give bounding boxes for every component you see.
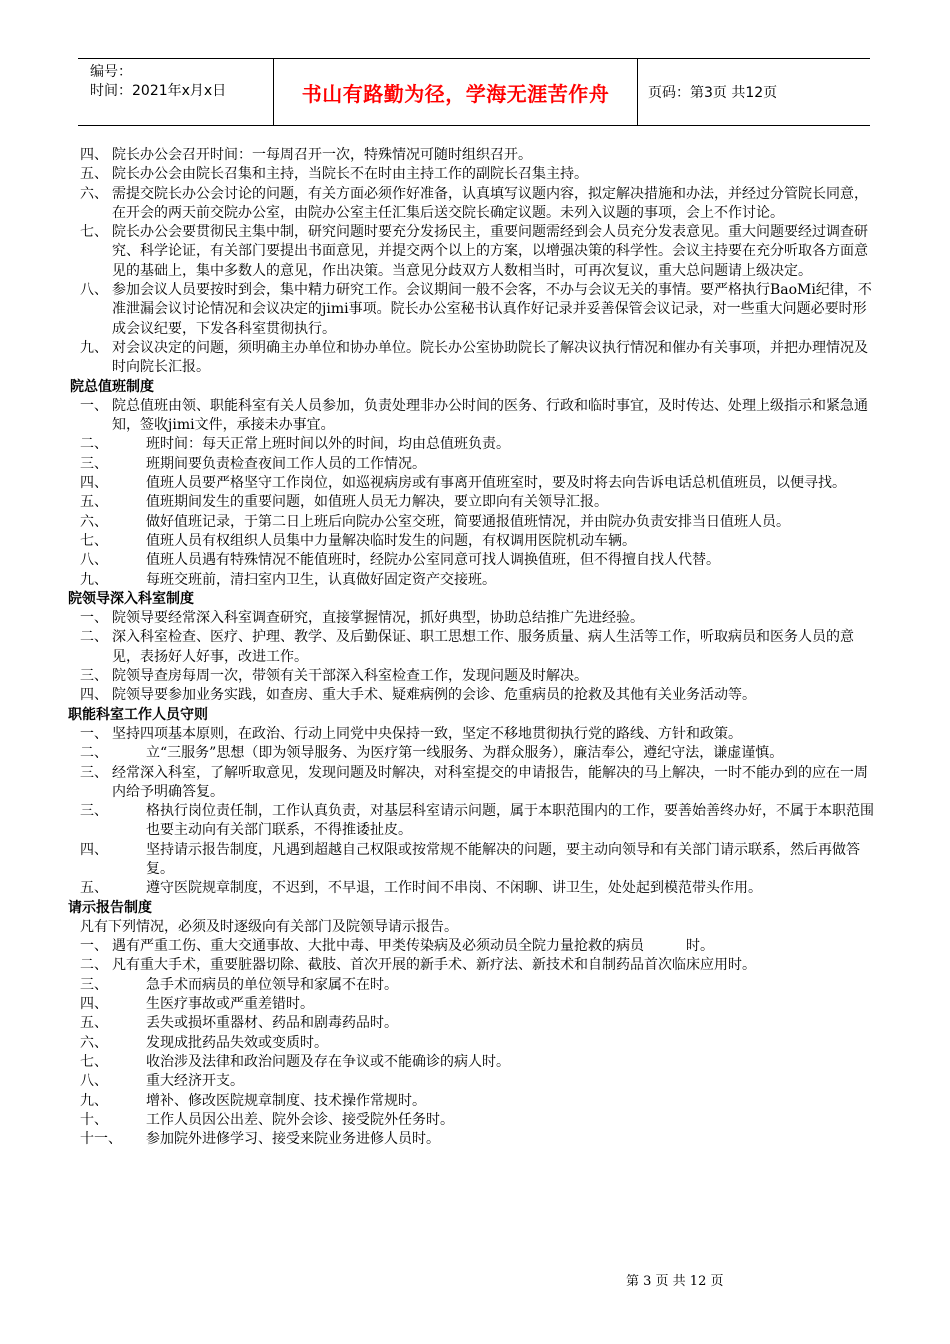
item-number: 六、 <box>80 1034 108 1051</box>
list-item <box>80 802 880 841</box>
item-number: 四、 <box>80 841 108 858</box>
list-item <box>80 339 880 378</box>
item-text: 重大经济开支。 <box>146 1073 244 1090</box>
item-text: 院长办公会要贯彻民主集中制，研究问题时要充分发扬民主，重要问题需经到会人员充分发表意见。重大问题要经过调查研究、科学论证，有关部门要提出书面意见，并提交两个以上的方案，以增强决策的科学性。会议主持要在充分听取各方面意见的基础上，集中多数人的意见，作出决策。当意见分歧双方人数相当时，可再次复议，重大总问题请上级决定。 <box>112 224 868 279</box>
header-page-info <box>638 59 870 125</box>
list-item <box>80 628 880 667</box>
item-number: 四、 <box>80 475 108 492</box>
list-item <box>80 146 880 165</box>
list-item <box>80 1111 880 1130</box>
item-number: 三、 <box>80 668 108 685</box>
page-footer <box>626 1270 723 1289</box>
item-number: 十、 <box>80 1111 108 1128</box>
section-heading: 院领导深入科室制度 <box>68 590 194 607</box>
header-meta <box>78 59 274 125</box>
item-text: 经常深入科室，了解听取意见，发现问题及时解决，对科室提交的申请报告，能解决的马上解决，一时不能办到的应在一周内给予明确答复。 <box>112 764 868 800</box>
item-text: 需提交院长办公会讨论的问题，有关方面必须作好准备，认真填写议题内容，拟定解决措施和办法，并经过分管院长同意，在开会的两天前交院办公室，由院办公室主任汇集后送交院长确定议题。未列入议题的事项，会上不作讨论。 <box>112 185 868 221</box>
list-item <box>80 185 880 224</box>
list-item <box>80 493 880 512</box>
item-number: 四、 <box>80 147 108 163</box>
list-item <box>80 1014 880 1033</box>
list-item <box>80 937 880 956</box>
item-text: 班期间要负责检查夜间工作人员的工作情况。 <box>146 455 426 472</box>
item-number: 三、 <box>80 764 108 781</box>
motto-text: 书山有路勤为径，学海无涯苦作舟 <box>301 81 610 106</box>
item-text: 参加会议人员要按时到会，集中精力研究工作。会议期间一般不会客，不办与会议无关的事情。要严格执行BaoMi纪律，不准泄漏会议讨论情况和会议决定的jimi事项。院长办公室秘书认真作好记录并妥善保管会议记录，对一些重大问题必要时形成会议纪要，下发各科室贯彻执行。 <box>112 282 872 337</box>
list-item <box>80 513 880 532</box>
item-text: 工作人员因公出差、院外会诊、接受院外任务时。 <box>146 1111 454 1128</box>
item-text: 值班人员要严格坚守工作岗位，如巡视病房或有事离开值班室时，要及时将去向告诉电话总机值班员，以便寻找。 <box>146 475 846 492</box>
list-item <box>80 165 880 184</box>
item-number: 六、 <box>80 513 108 530</box>
item-text: 每班交班前，清扫室内卫生，认真做好固定资产交接班。 <box>146 571 496 588</box>
item-number: 九、 <box>80 571 108 588</box>
item-text: 丢失或损坏重器材、药品和剧毒药品时。 <box>146 1015 398 1032</box>
item-number: 一、 <box>80 610 108 627</box>
item-number: 一、 <box>80 397 108 414</box>
item-number: 二、 <box>80 745 108 762</box>
footer-page-number: 第 3 页 共 12 页 <box>626 1274 724 1289</box>
list-item <box>80 1072 880 1091</box>
list-item <box>80 455 880 474</box>
list-item <box>80 571 880 590</box>
item-text: 院长办公会由院长召集和主持，当院长不在时由主持工作的副院长召集主持。 <box>112 166 588 183</box>
list-item <box>80 474 880 493</box>
item-text: 参加院外进修学习、接受来院业务进修人员时。 <box>146 1131 440 1148</box>
item-number: 八、 <box>80 1073 108 1090</box>
item-text: 发现成批药品失效或变质时。 <box>146 1034 328 1051</box>
list-item <box>80 764 880 803</box>
item-text: 对会议决定的问题，须明确主办单位和协办单位。院长办公室协助院长了解决议执行情况和催办有关事项，并把办理情况及时向院长汇报。 <box>112 339 868 376</box>
item-text: 院领导要参加业务实践，如查房、重大手术、疑难病例的会诊、危重病员的抢救及其他有关业务活动等。 <box>112 687 756 704</box>
item-number: 五、 <box>80 1015 108 1032</box>
list-item <box>80 995 880 1014</box>
item-number: 九、 <box>80 1092 108 1109</box>
document-time: 时间：2021年x月x日 <box>90 83 227 99</box>
document-number-label: 编号： <box>90 64 132 80</box>
item-text: 收治涉及法律和政治问题及存在争议或不能确诊的病人时。 <box>146 1053 510 1070</box>
item-number: 五、 <box>80 166 108 183</box>
item-number: 五、 <box>80 494 108 511</box>
item-text: 遇有严重工伤、重大交通事故、大批中毒、甲类传染病及必须动员全院力量抢救的病员 时。 <box>112 938 714 955</box>
list-item <box>80 667 880 686</box>
section-heading: 职能科室工作人员守则 <box>68 706 208 723</box>
list-item <box>80 879 880 898</box>
item-text: 做好值班记录，于第二日上班后向院办公室交班，简要通报值班情况，并由院办负责安排当日值班人员。 <box>146 513 790 530</box>
item-number: 二、 <box>80 957 108 974</box>
list-item <box>80 686 880 705</box>
item-text: 生医疗事故或严重差错时。 <box>146 996 314 1013</box>
item-number: 二、 <box>80 436 108 453</box>
item-number: 三、 <box>80 803 108 820</box>
page-info-text: 页码：第3页 共12页 <box>648 85 778 101</box>
item-number: 五、 <box>80 880 108 897</box>
item-number: 四、 <box>80 687 108 704</box>
item-number: 八、 <box>80 552 108 569</box>
item-text: 院领导要经常深入科室调查研究，直接掌握情况，抓好典型，协助总结推广先进经验。 <box>112 610 644 627</box>
page-header <box>78 58 870 126</box>
item-text: 值班人员有权组织人员集中力量解决临时发生的问题，有权调用医院机动车辆。 <box>146 532 636 549</box>
list-item <box>80 744 880 763</box>
list-item <box>80 956 880 975</box>
item-text: 院总值班由领、职能科室有关人员参加，负责处理非办公时间的医务、行政和临时事宜，及时传达、处理上级指示和紧急通知，签收jimi文件，承接未办事宜。 <box>112 397 868 434</box>
item-number: 一、 <box>80 725 108 742</box>
item-number: 七、 <box>80 532 108 549</box>
item-number: 四、 <box>80 996 108 1013</box>
list-item <box>80 435 880 454</box>
item-text: 立“三服务”思想（即为领导服务、为医疗第一线服务、为群众服务），廉洁奉公，遵纪守法，谦虚谨慎。 <box>146 745 784 762</box>
item-number: 六、 <box>80 185 108 202</box>
item-text: 值班人员遇有特殊情况不能值班时，经院办公室同意可找人调换值班，但不得擅自找人代替。 <box>146 552 720 569</box>
item-text: 院长办公会召开时间：一每周召开一次，特殊情况可随时组织召开。 <box>112 147 532 163</box>
item-number: 八、 <box>80 282 108 299</box>
list-item <box>80 976 880 995</box>
list-item <box>80 1034 880 1053</box>
item-number: 七、 <box>80 1053 108 1070</box>
item-text: 坚持四项基本原则，在政治、行动上同党中央保持一致，坚定不移地贯彻执行党的路线、方针和政策。 <box>112 725 742 742</box>
list-item <box>80 1092 880 1111</box>
list-item <box>80 397 880 436</box>
item-text: 格执行岗位责任制，工作认真负责，对基层科室请示问题，属于本职范围内的工作，要善始善终办好，不属于本职范围也要主动向有关部门联系，不得推诿扯皮。 <box>146 803 874 839</box>
item-text: 遵守医院规章制度，不迟到，不早退，工作时间不串岗、不闲聊、讲卫生，处处起到模范带头作用。 <box>146 880 762 897</box>
paragraph: 凡有下列情况，必须及时逐级向有关部门及院领导请示报告。 <box>80 918 458 935</box>
list-item <box>80 532 880 551</box>
item-text: 凡有重大手术，重要脏器切除、截肢、首次开展的新手术、新疗法、新技术和自制药品首次临床应用时。 <box>112 957 756 974</box>
item-number: 九、 <box>80 339 108 356</box>
list-item <box>80 223 880 281</box>
list-item <box>80 281 880 339</box>
list-item <box>80 1130 880 1149</box>
list-item <box>80 609 880 628</box>
item-number: 十一、 <box>80 1131 122 1148</box>
item-number: 三、 <box>80 976 108 993</box>
document-body <box>68 146 880 1149</box>
item-text: 深入科室检查、医疗、护理、教学、及后勤保证、职工思想工作、服务质量、病人生活等工作，听取病员和医务人员的意见，表扬好人好事，改进工作。 <box>112 629 854 665</box>
item-number: 三、 <box>80 455 108 472</box>
section-heading: 院总值班制度 <box>70 378 154 395</box>
list-item <box>80 841 880 880</box>
item-text: 增补、修改医院规章制度、技术操作常规时。 <box>146 1092 426 1109</box>
list-item <box>80 551 880 570</box>
item-number: 二、 <box>80 629 108 646</box>
item-text: 急手术而病员的单位领导和家属不在时。 <box>146 976 398 993</box>
item-text: 值班期间发生的重要问题，如值班人员无力解决，要立即向有关领导汇报。 <box>146 494 608 511</box>
item-number: 一、 <box>80 938 108 955</box>
list-item <box>80 1053 880 1072</box>
list-item <box>80 725 880 744</box>
item-text: 院领导查房每周一次，带领有关干部深入科室检查工作，发现问题及时解决。 <box>112 668 588 685</box>
item-text: 坚持请示报告制度，凡遇到超越自己权限或按常规不能解决的问题，要主动向领导和有关部门请示联系，然后再做答复。 <box>146 841 860 877</box>
section-heading: 请示报告制度 <box>68 899 152 916</box>
item-text: 班时间：每天正常上班时间以外的时间，均由总值班负责。 <box>146 436 510 453</box>
item-number: 七、 <box>80 224 108 241</box>
header-motto-cell <box>274 59 638 125</box>
